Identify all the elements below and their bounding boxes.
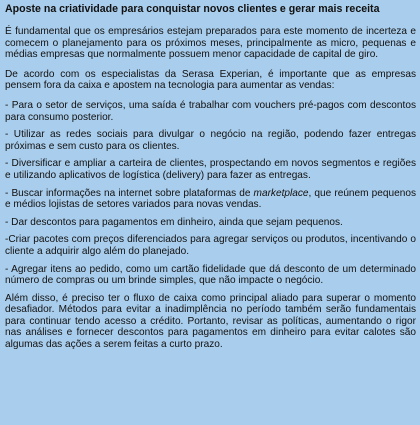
tip-social-media: - Utilizar as redes sociais para divulgar o negócio na região, podendo fazer entregas próximas e sem custo para os clientes. [5,129,416,152]
experts-paragraph: De acordo com os especialistas da Serasa Experian, é importante que as empresas pensem fora da caixa e apostem na tecnologia para aumentar as vendas: [5,68,416,92]
article-title: Aposte na criatividade para conquistar novos clientes e gerar mais receita [5,3,380,15]
tip-marketplace-before: - Buscar informações na internet sobre plataformas de [5,187,254,199]
marketplace-emphasis: marketplace [253,187,309,199]
tip-vouchers: - Para o setor de serviços, uma saída é trabalhar com vouchers pré-pagos com descontos para consumo posterior. [5,99,416,123]
tip-packages: -Criar pacotes com preços diferenciados para agregar serviços ou produtos, incentivando o cliente a adquirir algo além do planejado. [5,234,416,257]
tip-marketplace-after: , que reúnem pequenos e médios lojistas de setores variados para novas vendas. [5,187,416,211]
tip-marketplace [5,188,416,211]
intro-paragraph: É fundamental que os empresários estejam preparados para este momento de incerteza e comecem o planejamento para os próximos meses, principalmente as micro, pequenas e médias empresas que normalmente possuem menor capacidade de capital de giro. [5,26,416,61]
tip-cash-discount: - Dar descontos para pagamentos em dinheiro, ainda que sejam pequenos. [5,216,343,228]
tip-loyalty: - Agregar itens ao pedido, como um cartão fidelidade que dá desconto de um determinado número de compras ou um brinde simples, que não impacte o negócio. [5,263,416,287]
closing-paragraph: Além disso, é preciso ter o fluxo de caixa como principal aliado para superar o momento desafiador. Métodos para evitar a inadimplência no período também serão fundamentais para continuar tendo acesso a crédito. Portanto, revisar as políticas, aumentando o rigor nas análises e fornecer descontos para pagamentos em dinheiro para evitar calotes são algumas das ações a serem feitas a curto prazo. [5,292,416,351]
tip-diversify-clients: - Diversificar e ampliar a carteira de clientes, prospectando em novos segmentos e regiões e utilizando aplicativos de logística (delivery) para fazer as entregas. [5,158,416,181]
